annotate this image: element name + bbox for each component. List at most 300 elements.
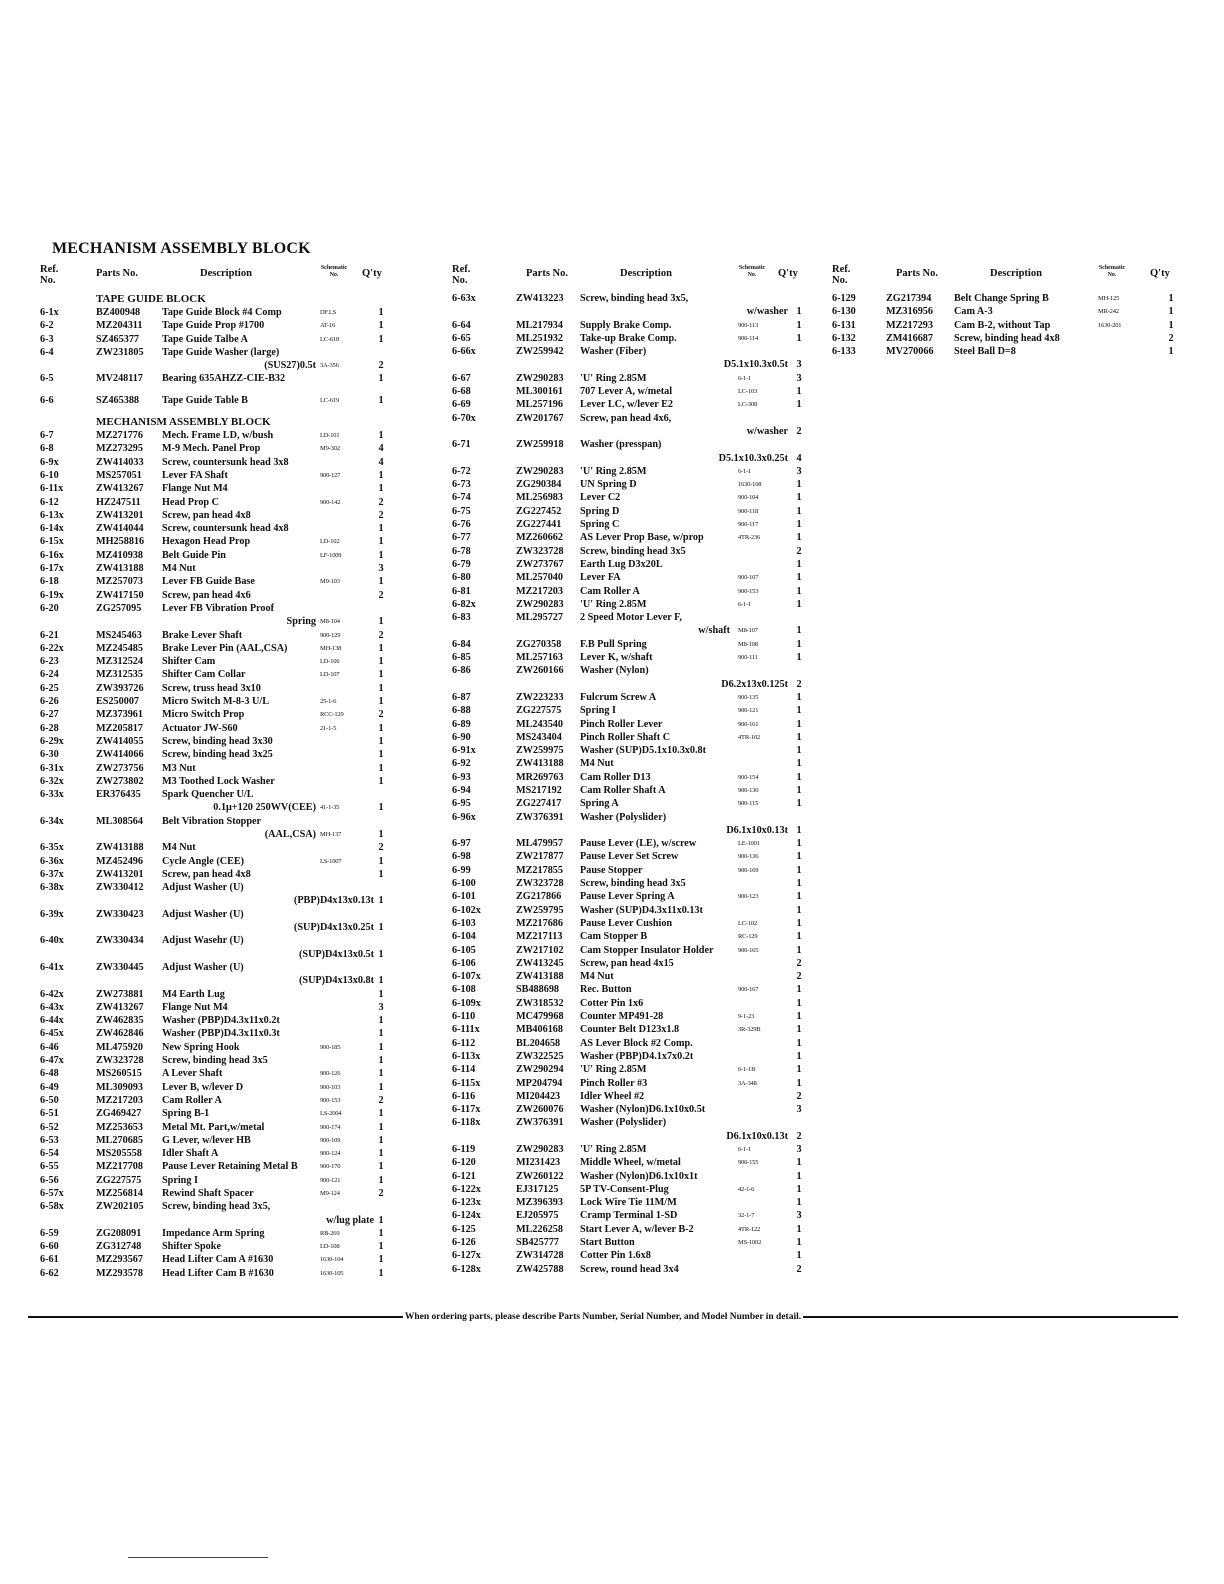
ref-no: 6-24 xyxy=(40,669,59,681)
ref-no: 6-92 xyxy=(452,758,471,770)
quantity: 1 xyxy=(796,1237,802,1249)
parts-no: ZW393726 xyxy=(96,682,144,694)
schematic-no: LF-1009 xyxy=(320,551,342,559)
description: M4 Earth Lug xyxy=(162,988,225,1000)
description: Take-up Brake Comp. xyxy=(580,332,677,344)
ref-no: 6-15x xyxy=(40,536,64,548)
quantity: 1 xyxy=(796,319,802,331)
description: Metal Mt. Part,w/metal xyxy=(162,1121,265,1133)
schematic-no: AT-16 xyxy=(320,322,336,330)
header-schematic: Schematic No. xyxy=(320,265,348,278)
quantity: 1 xyxy=(378,307,384,318)
description: Cam Roller A xyxy=(162,1094,222,1106)
quantity: 1 xyxy=(796,1197,802,1209)
ref-no: 6-27 xyxy=(40,709,59,721)
parts-no: MZ217686 xyxy=(516,917,563,929)
table-row xyxy=(452,1223,814,1236)
parts-no: ZW290283 xyxy=(516,372,564,384)
ref-no: 6-10 xyxy=(40,469,59,481)
table-row xyxy=(40,868,400,881)
ref-no: 6-53 xyxy=(40,1134,59,1146)
ref-no: 6-122x xyxy=(452,1183,481,1195)
quantity: 1 xyxy=(796,758,802,770)
ref-no: 6-50 xyxy=(40,1094,59,1106)
table-row xyxy=(40,708,400,721)
ref-no: 6-26 xyxy=(40,696,59,708)
header-parts: Parts No. xyxy=(96,268,138,279)
description: M3 Toothed Lock Washer xyxy=(162,775,275,787)
table-row xyxy=(452,332,814,345)
table-row xyxy=(452,731,814,744)
schematic-no: 3A-348 xyxy=(738,1079,757,1087)
parts-no: ZW314728 xyxy=(516,1250,564,1262)
quantity: 1 xyxy=(796,718,802,730)
parts-no: SZ465388 xyxy=(96,394,140,406)
quantity: 1 xyxy=(796,1077,802,1089)
parts-no: ZW259975 xyxy=(516,745,564,757)
schematic-no: MH-137 xyxy=(320,830,342,838)
schematic-no: 900-124 xyxy=(320,1150,341,1158)
parts-no: MZ217855 xyxy=(516,864,563,876)
quantity: 2 xyxy=(796,545,802,557)
table-row xyxy=(40,988,400,1001)
description: Start Lever A, w/lever B-2 xyxy=(580,1223,694,1235)
quantity: 2 xyxy=(378,1094,384,1106)
description: (SUP)D4x13x0.25t xyxy=(293,922,374,934)
ref-no: 6-43x xyxy=(40,1001,64,1013)
quantity: 1 xyxy=(796,1011,802,1023)
schematic-no: 3A-356 xyxy=(320,362,339,370)
quantity: 1 xyxy=(378,549,384,561)
schematic-no: LD-107 xyxy=(320,671,340,679)
schematic-no: LC-618 xyxy=(320,335,340,343)
ref-no: 6-94 xyxy=(452,784,471,796)
table-row xyxy=(452,1037,814,1050)
schematic-no: MR-242 xyxy=(1098,308,1119,316)
table-row xyxy=(452,837,814,850)
parts-no: ZW202105 xyxy=(96,1201,144,1213)
parts-no: ZW323728 xyxy=(516,878,564,890)
description: Brake Lever Pin (AAL,CSA) xyxy=(162,642,288,654)
ref-no: 6-21 xyxy=(40,629,59,641)
description: Cam Roller D13 xyxy=(580,771,651,783)
quantity: 1 xyxy=(378,922,384,934)
ref-no: 6-57x xyxy=(40,1188,64,1199)
quantity: 1 xyxy=(796,558,802,570)
table-row-continuation xyxy=(40,921,400,934)
ref-no: 6-55 xyxy=(40,1161,59,1173)
table-row xyxy=(452,1010,814,1023)
schematic-no: M8-107 xyxy=(738,627,758,635)
schematic-no: RB-269 xyxy=(320,1229,340,1237)
schematic-no: 6-1-1 xyxy=(738,600,752,608)
ref-no: 6-8 xyxy=(40,443,54,455)
quantity: 1 xyxy=(378,1241,384,1253)
table-row xyxy=(452,691,814,704)
table-row xyxy=(40,695,400,708)
schematic-no: M9-103 xyxy=(320,578,340,586)
ref-no: 6-95 xyxy=(452,798,471,810)
table-row xyxy=(452,372,814,385)
ref-no: 6-81 xyxy=(452,585,471,597)
schematic-no: 1630-105 xyxy=(320,1269,344,1277)
table-row xyxy=(40,1027,400,1040)
description: w/washer xyxy=(746,425,788,437)
description: Tape Guide Washer (large) xyxy=(162,346,280,358)
description: Screw, truss head 3x10 xyxy=(162,682,261,694)
parts-no: ZW413188 xyxy=(96,563,144,575)
parts-no: EJ317125 xyxy=(516,1183,559,1195)
description: (AAL,CSA) xyxy=(264,828,316,840)
parts-no: MP204794 xyxy=(516,1077,563,1089)
parts-no: ML256983 xyxy=(516,492,563,504)
description: Cramp Terminal 1-SD xyxy=(580,1210,678,1222)
table-row xyxy=(452,571,814,584)
schematic-no: M8-108 xyxy=(738,640,758,648)
description: Adjust Washer (U) xyxy=(162,882,244,894)
table-row xyxy=(40,1240,400,1253)
ref-no: 6-70x xyxy=(452,412,476,424)
parts-no: ML257196 xyxy=(516,399,563,411)
ref-no: 6-102x xyxy=(452,904,481,916)
schematic-no: 6-1-1 xyxy=(738,374,752,382)
parts-no: ZG469427 xyxy=(96,1108,142,1120)
table-row xyxy=(40,306,400,319)
description: Screw, binding head 3x5 xyxy=(580,545,686,557)
schematic-no: 6-1-1 xyxy=(738,1146,752,1153)
description: Lever K, w/shaft xyxy=(580,652,653,664)
ref-no: 6-54 xyxy=(40,1148,59,1160)
ordering-note-text: When ordering parts, please describe Parts Number, Serial Number, and Model Number in detail. xyxy=(404,1312,802,1322)
quantity: 2 xyxy=(378,589,384,601)
parts-no: ZW231805 xyxy=(96,346,144,358)
header-parts: Parts No. xyxy=(526,268,568,279)
description: w/lug plate xyxy=(326,1214,374,1226)
description: Screw, pan head 4x15 xyxy=(580,957,674,969)
table-row xyxy=(452,1236,814,1249)
parts-column-2 xyxy=(452,264,814,1276)
parts-no: ZW217102 xyxy=(516,944,564,956)
parts-no: ML243540 xyxy=(516,718,563,730)
parts-no: ZW323728 xyxy=(96,1055,144,1067)
ref-no: 6-133 xyxy=(832,346,856,358)
description: Tape Guide Table B xyxy=(162,394,248,406)
table-row xyxy=(452,1143,814,1156)
ref-no: 6-106 xyxy=(452,957,476,969)
ref-no: 6-66x xyxy=(452,346,476,358)
quantity: 1 xyxy=(378,948,384,960)
quantity: 1 xyxy=(378,895,384,907)
table-row xyxy=(40,522,400,535)
description: Washer (Nylon)D6.1x10x0.5t xyxy=(580,1104,706,1116)
table-row xyxy=(452,1196,814,1209)
parts-no: MS243404 xyxy=(516,731,562,743)
quantity: 1 xyxy=(378,1108,384,1120)
table-row xyxy=(832,332,1186,345)
quantity: 4 xyxy=(378,456,384,468)
schematic-no: 32-1-7 xyxy=(738,1212,755,1220)
quantity: 2 xyxy=(378,509,384,521)
description: Washer (presspan) xyxy=(580,439,662,451)
quantity: 1 xyxy=(796,1037,802,1049)
schematic-no: 900-111 xyxy=(738,654,758,662)
ref-no: 6-59 xyxy=(40,1227,59,1239)
description: Screw, pan head 4x8 xyxy=(162,868,251,880)
table-row xyxy=(452,438,814,451)
ref-no: 6-40x xyxy=(40,935,64,947)
table-row xyxy=(452,757,814,770)
parts-no: ML295727 xyxy=(516,612,563,624)
header-qty: Q'ty xyxy=(1150,268,1170,279)
description: Pinch Roller #3 xyxy=(580,1077,648,1089)
ref-no: 6-52 xyxy=(40,1121,59,1133)
table-row-continuation xyxy=(40,801,400,814)
table-row-continuation xyxy=(40,615,400,628)
parts-no: ZW414044 xyxy=(96,523,144,535)
quantity: 2 xyxy=(378,842,384,854)
quantity: 1 xyxy=(378,642,384,654)
description: Washer (SUP)D4.3x11x0.13t xyxy=(580,904,703,916)
schematic-no: LS-2004 xyxy=(320,1110,342,1118)
quantity: 1 xyxy=(378,1254,384,1266)
parts-no: MZ217293 xyxy=(886,319,933,331)
description: Head Lifter Cam A #1630 xyxy=(162,1254,274,1266)
ref-no: 6-124x xyxy=(452,1210,481,1222)
description: Actuator JW-S60 xyxy=(162,722,238,734)
parts-no: ZW413267 xyxy=(96,483,144,495)
schematic-no: M9-124 xyxy=(320,1190,340,1197)
section-heading: MECHANISM ASSEMBLY BLOCK xyxy=(96,416,271,429)
parts-no: MZ217113 xyxy=(516,931,563,943)
description: Spring I xyxy=(580,705,616,717)
parts-no: MZ257073 xyxy=(96,576,143,588)
bottom-link-line xyxy=(128,1557,268,1558)
parts-no: ZW413201 xyxy=(96,868,144,880)
quantity: 1 xyxy=(378,696,384,708)
table-row xyxy=(40,549,400,562)
description: Lever FA Shaft xyxy=(162,469,228,481)
quantity: 1 xyxy=(378,536,384,548)
table-row xyxy=(40,482,400,495)
parts-no: MS260515 xyxy=(96,1068,142,1080)
description: M4 Nut xyxy=(580,758,614,770)
description: Washer (Polyslider) xyxy=(580,1117,667,1129)
parts-no: MV270066 xyxy=(886,346,934,358)
quantity: 1 xyxy=(378,1081,384,1093)
table-row xyxy=(40,841,400,854)
description: Spring A xyxy=(580,798,619,810)
description: Start Button xyxy=(580,1237,635,1249)
parts-no: ML309093 xyxy=(96,1081,143,1093)
parts-no: ZW376391 xyxy=(516,811,564,823)
table-row xyxy=(452,491,814,504)
quantity: 3 xyxy=(796,1210,802,1222)
schematic-no: 21-1-5 xyxy=(320,724,337,732)
schematic-no: 900-174 xyxy=(320,1123,341,1131)
description: Pause Lever Retaining Metal B xyxy=(162,1161,298,1173)
ref-no: 6-89 xyxy=(452,718,471,730)
quantity: 1 xyxy=(378,1041,384,1053)
ref-no: 6-39x xyxy=(40,908,64,920)
table-row xyxy=(452,1209,814,1222)
quantity: 2 xyxy=(378,709,384,721)
table-row xyxy=(40,562,400,575)
parts-no: ZW413188 xyxy=(516,971,564,983)
quantity: 1 xyxy=(378,656,384,668)
ref-no: 6-99 xyxy=(452,864,471,876)
description: Spring C xyxy=(580,519,620,531)
schematic-no: M9-302 xyxy=(320,445,340,453)
quantity: 1 xyxy=(378,1121,384,1133)
table-row xyxy=(40,748,400,761)
quantity: 1 xyxy=(796,505,802,517)
ref-no: 6-37x xyxy=(40,868,64,880)
description: Earth Lug D3x20L xyxy=(580,558,663,570)
ref-no: 6-58x xyxy=(40,1201,64,1213)
table-row xyxy=(452,704,814,717)
parts-no: ZW318532 xyxy=(516,997,564,1009)
parts-no: ZG217394 xyxy=(886,293,932,304)
parts-no: ZW425788 xyxy=(516,1263,564,1275)
table-row xyxy=(452,957,814,970)
parts-no: ZW290283 xyxy=(516,598,564,610)
ref-no: 6-16x xyxy=(40,549,64,561)
parts-no: ZW413201 xyxy=(96,509,144,521)
ref-no: 6-85 xyxy=(452,652,471,664)
table-row xyxy=(40,1267,400,1280)
description: Micro Switch Prop xyxy=(162,709,245,721)
description: Cam A-3 xyxy=(954,306,993,318)
quantity: 1 xyxy=(796,917,802,929)
footer-rule-right xyxy=(803,1316,1178,1318)
quantity: 4 xyxy=(796,452,802,464)
table-row xyxy=(40,762,400,775)
parts-no: MZ205817 xyxy=(96,722,143,734)
ref-no: 6-117x xyxy=(452,1104,481,1116)
table-row xyxy=(40,908,400,921)
header-description: Description xyxy=(990,268,1042,279)
description: Screw, countersunk head 4x8 xyxy=(162,523,289,535)
table-row xyxy=(40,1147,400,1160)
ref-no: 6-14x xyxy=(40,523,64,535)
header-schematic: Schematic No. xyxy=(1098,265,1126,278)
parts-no: ZW290283 xyxy=(516,1144,564,1155)
parts-no: ZW417150 xyxy=(96,589,144,601)
parts-no: ZW413223 xyxy=(516,293,564,304)
table-row xyxy=(452,412,814,425)
schematic-no: 900-104 xyxy=(738,494,759,502)
quantity: 2 xyxy=(378,360,384,372)
description: AS Lever Prop Base, w/prop xyxy=(580,532,704,544)
quantity: 2 xyxy=(796,425,802,437)
ref-no: 6-101 xyxy=(452,891,476,903)
quantity: 1 xyxy=(796,479,802,491)
schematic-no: 900-169 xyxy=(738,866,759,874)
ref-no: 6-3 xyxy=(40,333,54,345)
parts-no: ZW217877 xyxy=(516,851,564,863)
description: Screw, binding head 3x30 xyxy=(162,735,273,747)
schematic-no: 900-167 xyxy=(738,986,759,994)
description: 5P TV-Consent-Plug xyxy=(580,1183,669,1195)
description: Cam Stopper Insulator Holder xyxy=(580,944,714,956)
quantity: 1 xyxy=(796,1250,802,1262)
description: F.B Pull Spring xyxy=(580,638,647,650)
ref-no: 6-90 xyxy=(452,731,471,743)
parts-no: ZW414055 xyxy=(96,735,144,747)
parts-no: SB488698 xyxy=(516,984,560,996)
ref-no: 6-119 xyxy=(452,1144,476,1155)
schematic-no: 1630-201 xyxy=(1098,321,1122,329)
quantity: 1 xyxy=(796,864,802,876)
schematic-no: 900-142 xyxy=(320,498,341,506)
schematic-no: 25-1-6 xyxy=(320,698,337,706)
description: Impedance Arm Spring xyxy=(162,1227,265,1239)
quantity: 1 xyxy=(378,988,384,1000)
table-row xyxy=(452,638,814,651)
description: Screw, binding head 3x5, xyxy=(580,293,689,304)
parts-no: EJ205975 xyxy=(516,1210,559,1222)
table-row xyxy=(40,575,400,588)
schematic-no: 4TR-122 xyxy=(738,1225,761,1233)
parts-no: ZW330423 xyxy=(96,908,144,920)
parts-no: ZW223233 xyxy=(516,691,564,703)
parts-no: ZW414066 xyxy=(96,749,144,761)
parts-no: ZW259918 xyxy=(516,439,564,451)
ref-no: 6-82x xyxy=(452,598,476,610)
parts-no: ML479957 xyxy=(516,838,563,850)
description: Washer (Nylon)D6.1x10x1t xyxy=(580,1170,698,1182)
description: Shifter Cam Collar xyxy=(162,669,246,681)
description: Screw, binding head 3x5 xyxy=(162,1055,268,1067)
table-row xyxy=(40,496,400,509)
description: Screw, binding head 4x8 xyxy=(954,332,1060,344)
description: 'U' Ring 2.85M xyxy=(580,372,647,384)
table-row xyxy=(40,346,400,359)
quantity: 2 xyxy=(796,1130,802,1142)
ref-no: 6-64 xyxy=(452,319,471,331)
parts-no: MZ204311 xyxy=(96,320,143,332)
parts-no: MV248117 xyxy=(96,373,143,385)
table-row-continuation xyxy=(452,678,814,691)
description: Spark Quencher U/L xyxy=(162,789,254,801)
quantity: 3 xyxy=(796,359,802,371)
description: Lever FB Guide Base xyxy=(162,576,255,588)
description: 0.1μ+120 250WV(CEE) xyxy=(213,802,316,814)
description: Pause Lever Set Screw xyxy=(580,851,679,863)
ref-no: 6-44x xyxy=(40,1015,64,1027)
ref-no: 6-79 xyxy=(452,558,471,570)
header-parts: Parts No. xyxy=(896,268,938,279)
description: (PBP)D4x13x0.13t xyxy=(293,895,374,907)
ref-no: 6-96x xyxy=(452,811,476,823)
parts-no: ZW376391 xyxy=(516,1117,564,1129)
table-row xyxy=(452,944,814,957)
quantity: 1 xyxy=(378,333,384,345)
table-row xyxy=(452,1183,814,1196)
schematic-no: 900-165 xyxy=(738,946,759,954)
schematic-no: LC-308 xyxy=(738,401,758,409)
description: Screw, pan head 4x6, xyxy=(580,412,672,424)
ref-no: 6-80 xyxy=(452,572,471,584)
quantity: 3 xyxy=(378,563,384,575)
description: Spring B-1 xyxy=(162,1108,210,1120)
schematic-no: 6-1-1B xyxy=(738,1066,756,1074)
quantity: 1 xyxy=(378,469,384,481)
quantity: 1 xyxy=(378,802,384,814)
description: (SUP)D4x13x0.5t xyxy=(299,948,374,960)
schematic-no: 900-126 xyxy=(320,1070,341,1078)
quantity: 1 xyxy=(378,430,384,442)
